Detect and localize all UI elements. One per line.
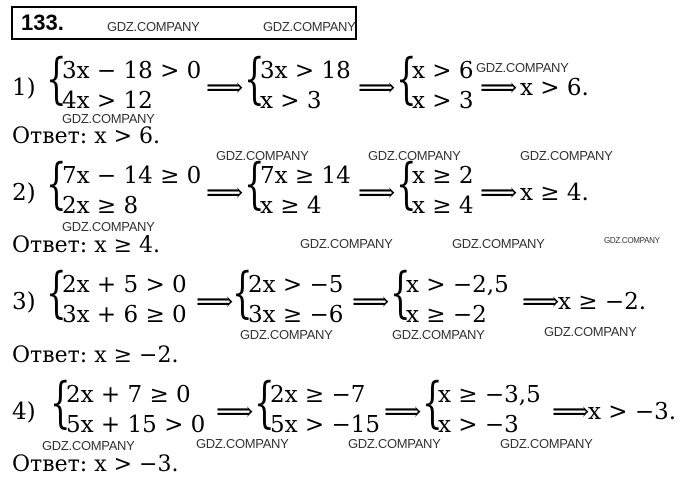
problem-result: x ≥ 4. [520, 180, 589, 206]
answer-line: Ответ: x > 6. [12, 124, 161, 149]
problem-label: 4) [12, 399, 36, 425]
problem-label: 1) [12, 75, 36, 101]
implies-arrow-icon: ⟹ [522, 287, 560, 317]
system-line: 2x + 7 ≥ 0 [66, 382, 191, 408]
left-brace-icon: { [46, 47, 67, 110]
watermark: GDZ.COMPANY [392, 327, 485, 342]
system-line: x ≥ −2 [406, 302, 487, 328]
exercise-number: 133. [21, 10, 64, 35]
implies-arrow-icon: ⟹ [352, 287, 390, 317]
system-line: 2x > −5 [248, 272, 344, 298]
implies-arrow-icon: ⟹ [480, 73, 518, 103]
problem-result: x > 6. [520, 75, 589, 101]
left-brace-icon: { [396, 152, 417, 215]
system-line: x > 3 [412, 88, 474, 114]
system-line: 7x − 14 ≥ 0 [62, 163, 202, 189]
system-line: 2x ≥ 8 [62, 193, 139, 219]
implies-arrow-icon: ⟹ [206, 73, 244, 103]
system-line: x > 6 [412, 58, 474, 84]
watermark: GDZ.COMPANY [368, 148, 461, 163]
watermark: GDZ.COMPANY [240, 327, 333, 342]
left-brace-icon: { [46, 152, 67, 215]
system-line: 3x − 18 > 0 [62, 58, 202, 84]
watermark: GDZ.COMPANY [500, 436, 593, 451]
answer-line: Ответ: x ≥ 4. [12, 233, 161, 258]
left-brace-icon: { [422, 371, 443, 434]
answer-line: Ответ: x ≥ −2. [12, 343, 179, 368]
system-line: 5x > −15 [270, 412, 381, 438]
implies-arrow-icon: ⟹ [358, 73, 396, 103]
implies-arrow-icon: ⟹ [206, 178, 244, 208]
implies-arrow-icon: ⟹ [384, 397, 422, 427]
watermark: GDZ.COMPANY [42, 438, 135, 453]
implies-arrow-icon: ⟹ [216, 397, 254, 427]
watermark: GDZ.COMPANY [300, 236, 393, 251]
answer-line: Ответ: x > −3. [12, 452, 179, 477]
left-brace-icon: { [244, 47, 265, 110]
system-line: 3x > 18 [260, 58, 351, 84]
problem-label: 2) [12, 180, 36, 206]
left-brace-icon: { [244, 152, 265, 215]
left-brace-icon: { [390, 261, 411, 324]
left-brace-icon: { [232, 261, 253, 324]
system-line: x ≥ −3,5 [438, 382, 541, 408]
watermark: GDZ.COMPANY [62, 111, 155, 126]
watermark: GDZ.COMPANY [107, 19, 200, 34]
problem-result: x > −3. [588, 399, 677, 425]
watermark: GDZ.COMPANY [348, 436, 441, 451]
watermark: GDZ.COMPANY [62, 219, 155, 234]
left-brace-icon: { [50, 371, 71, 434]
watermark: GDZ.COMPANY [544, 324, 637, 339]
exercise-header [11, 6, 357, 40]
watermark: GDZ.COMPANY [196, 436, 289, 451]
watermark: GDZ.COMPANY [452, 236, 545, 251]
system-line: 2x + 5 > 0 [62, 272, 187, 298]
left-brace-icon: { [396, 47, 417, 110]
system-line: x > 3 [260, 88, 322, 114]
system-line: x > −2,5 [406, 272, 509, 298]
system-line: 5x + 15 > 0 [66, 412, 206, 438]
system-line: x > −3 [438, 412, 519, 438]
watermark: GDZ.COMPANY [604, 236, 660, 245]
problem-result: x ≥ −2. [558, 289, 647, 315]
watermark: GDZ.COMPANY [476, 60, 569, 75]
system-line: x ≥ 4 [260, 193, 322, 219]
left-brace-icon: { [254, 371, 275, 434]
implies-arrow-icon: ⟹ [552, 397, 590, 427]
implies-arrow-icon: ⟹ [196, 287, 234, 317]
system-line: 7x ≥ 14 [260, 163, 351, 189]
watermark: GDZ.COMPANY [263, 19, 356, 34]
watermark: GDZ.COMPANY [216, 148, 309, 163]
implies-arrow-icon: ⟹ [358, 178, 396, 208]
system-line: 2x ≥ −7 [270, 382, 366, 408]
watermark: GDZ.COMPANY [520, 148, 613, 163]
system-line: 3x ≥ −6 [248, 302, 344, 328]
implies-arrow-icon: ⟹ [480, 178, 518, 208]
system-line: 4x > 12 [62, 88, 153, 114]
left-brace-icon: { [46, 261, 67, 324]
system-line: 3x + 6 ≥ 0 [62, 302, 187, 328]
system-line: x ≥ 2 [412, 163, 474, 189]
system-line: x ≥ 4 [412, 193, 474, 219]
problem-label: 3) [12, 289, 36, 315]
